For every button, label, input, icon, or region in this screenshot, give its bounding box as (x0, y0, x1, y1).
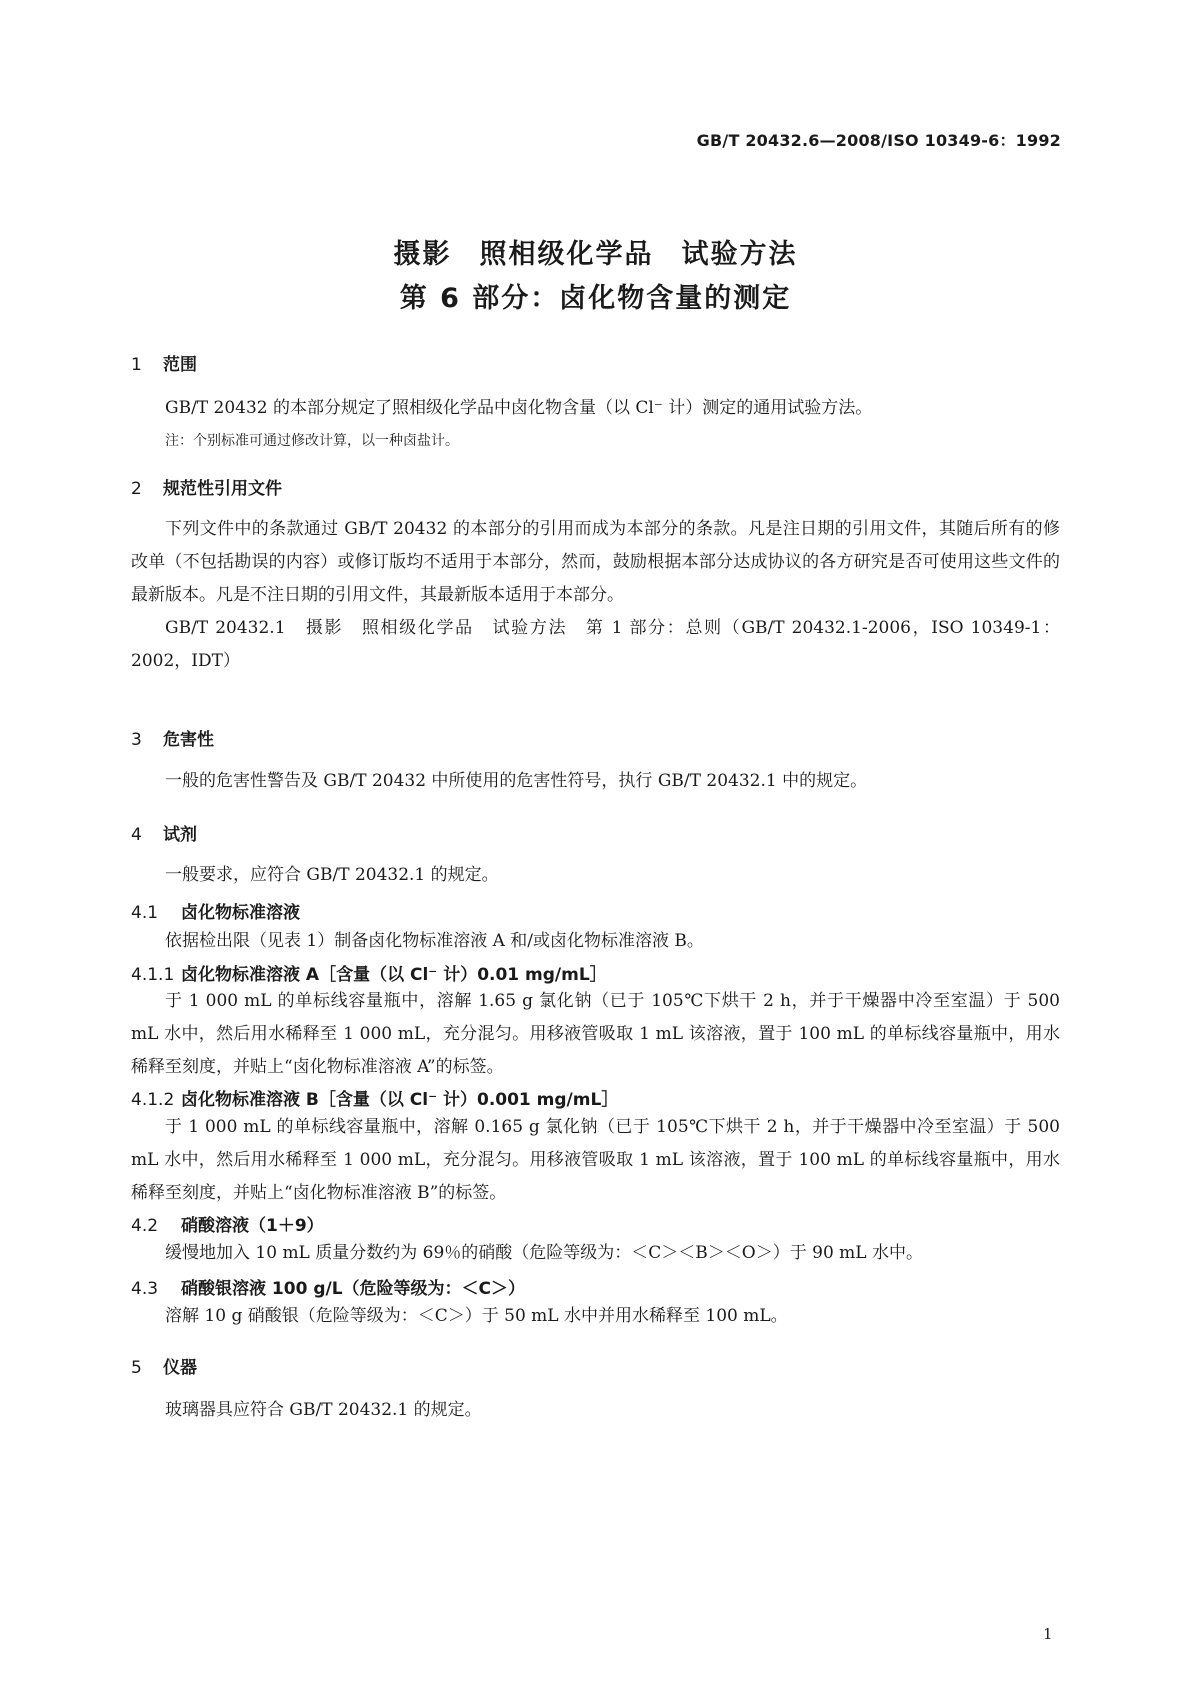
page-number: 1 (1043, 1625, 1053, 1643)
subsection-body (131, 1111, 1060, 1210)
subsection-heading (131, 1085, 1060, 1110)
subsection-number: 4.2 (131, 1216, 159, 1236)
section-title: 试剂 (163, 825, 197, 845)
section-reagents (131, 820, 1060, 845)
standard-code: GB/T 20432.6—2008/ISO 10349-6：1992 (696, 131, 1061, 150)
subsection-title: 卤化物标准溶液 A［含量（以 Cl⁻ 计）0.01 mg/mL］ (181, 965, 607, 985)
subsection-body (131, 985, 1060, 1084)
subsection-title: 硝酸银溶液 100 g/L（危险等级为：＜C＞） (181, 1279, 526, 1299)
paragraph: 玻璃器具应符合 GB/T 20432.1 的规定。 (165, 1400, 482, 1420)
section-body (131, 513, 1060, 678)
section-normative-references (131, 474, 1060, 499)
subsection-body (131, 1237, 1060, 1270)
subsection-heading (131, 1211, 1060, 1236)
section-body (131, 392, 1060, 425)
section-scope (131, 350, 1060, 375)
subsection-body (131, 925, 1060, 958)
section-number: 5 (131, 1358, 142, 1378)
title-part: 摄影 (393, 239, 452, 270)
paragraph: 缓慢地加入 10 mL 质量分数约为 69％的硝酸（危险等级为：＜C＞＜B＞＜O＞）于 90 mL 水中。 (165, 1243, 923, 1263)
paragraph: 依据检出限（见表 1）制备卤化物标准溶液 A 和/或卤化物标准溶液 B。 (165, 931, 704, 951)
subsection-title: 卤化物标准溶液 B［含量（以 Cl⁻ 计）0.001 mg/mL］ (181, 1090, 619, 1110)
title-part: 试验方法 (681, 239, 798, 270)
section-heading (131, 725, 1060, 750)
subsection-heading (131, 898, 1060, 923)
subsection-4-1-1 (131, 960, 1060, 985)
section-title: 仪器 (163, 1358, 197, 1378)
paragraph: 于 1 000 mL 的单标线容量瓶中，溶解 1.65 g 氯化钠（已于 105℃下烘干 2 h，并于干燥器中冷至室温）于 500 mL 水中，然后用水稀释至 1 000 mL，充分混匀。用移液管吸取 1 mL 该溶液，置于 100 mL 的单标线容量瓶中，用水稀释至刻度，并贴上“卤化物标准溶液 A”的标签。 (131, 991, 1060, 1077)
paragraph: 溶解 10 g 硝酸银（危险等级为：＜C＞）于 50 mL 水中并用水稀释至 100 mL。 (165, 1306, 788, 1326)
section-body (131, 1394, 1060, 1427)
section-title: 危害性 (163, 730, 214, 750)
section-number: 3 (131, 730, 142, 750)
title-line-2: 第 6 部分：卤化物含量的测定 (399, 283, 792, 314)
section-body (131, 765, 1060, 798)
subsection-title: 卤化物标准溶液 (181, 903, 300, 923)
subsection-number: 4.1.1 (131, 965, 175, 985)
section-heading (131, 820, 1060, 845)
subsection-4-1-2 (131, 1085, 1060, 1110)
section-apparatus (131, 1353, 1060, 1378)
note-block (131, 430, 1060, 450)
note: 注：个别标准可通过修改计算，以一种卤盐计。 (165, 433, 459, 449)
subsection-heading (131, 960, 1060, 985)
subsection-heading (131, 1274, 1060, 1299)
subsection-number: 4.1.2 (131, 1090, 175, 1110)
section-heading (131, 1353, 1060, 1378)
section-number: 1 (131, 355, 142, 375)
section-number: 2 (131, 479, 142, 499)
title-part: 照相级化学品 (479, 239, 654, 270)
paragraph: 一般要求，应符合 GB/T 20432.1 的规定。 (165, 865, 499, 885)
section-title: 规范性引用文件 (163, 479, 282, 499)
subsection-4-3 (131, 1274, 1060, 1299)
subsection-number: 4.1 (131, 903, 159, 923)
title-line-1 (0, 232, 1191, 271)
section-number: 4 (131, 825, 142, 845)
subsection-body (131, 1300, 1060, 1333)
paragraph: 于 1 000 mL 的单标线容量瓶中，溶解 0.165 g 氯化钠（已于 105℃下烘干 2 h，并于干燥器中冷至室温）于 500 mL 水中，然后用水稀释至 1 000 mL，充分混匀。用移液管吸取 1 mL 该溶液，置于 100 mL 的单标线容量瓶中，用水稀释至刻度，并贴上“卤化物标准溶液 B”的标签。 (131, 1117, 1060, 1203)
section-heading (131, 474, 1060, 499)
subsection-number: 4.3 (131, 1279, 159, 1299)
subsection-4-1 (131, 898, 1060, 923)
section-body (131, 859, 1060, 892)
paragraph: GB/T 20432 的本部分规定了照相级化学品中卤化物含量（以 Cl⁻ 计）测定的通用试验方法。 (165, 398, 873, 418)
section-heading (131, 350, 1060, 375)
section-hazards (131, 725, 1060, 750)
paragraph: 下列文件中的条款通过 GB/T 20432 的本部分的引用而成为本部分的条款。凡是注日期的引用文件，其随后所有的修改单（不包括勘误的内容）或修订版均不适用于本部分，然而，鼓励根据本部分达成协议的各方研究是否可使用这些文件的最新版本。凡是不注日期的引用文件，其最新版本适用于本部分。 (131, 519, 1060, 605)
paragraph: 一般的危害性警告及 GB/T 20432 中所使用的危害性符号，执行 GB/T 20432.1 中的规定。 (165, 771, 868, 791)
subsection-title: 硝酸溶液（1＋9） (181, 1216, 324, 1236)
section-title: 范围 (163, 355, 197, 375)
reference-entry: GB/T 20432.1 摄影 照相级化学品 试验方法 第 1 部分：总则（GB/T 20432.1-2006，ISO 10349-1：2002，IDT） (131, 618, 1060, 671)
subsection-4-2 (131, 1211, 1060, 1236)
